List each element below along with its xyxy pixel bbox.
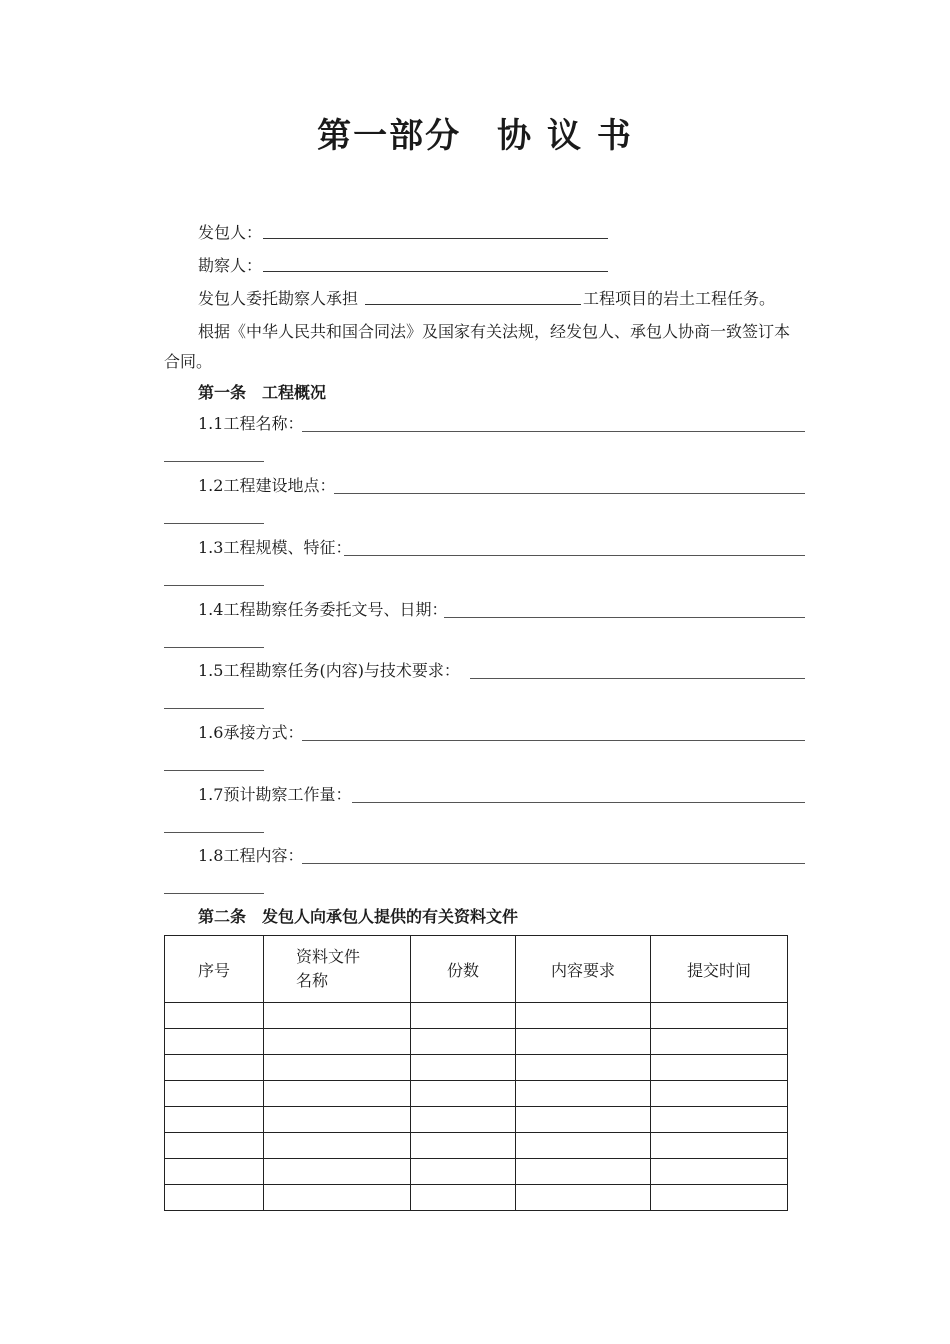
- table-cell[interactable]: [516, 1055, 651, 1081]
- table-cell[interactable]: [264, 1055, 411, 1081]
- table-cell[interactable]: [651, 1185, 788, 1211]
- table-cell[interactable]: [651, 1081, 788, 1107]
- documents-table: [164, 935, 788, 1211]
- table-cell[interactable]: [411, 1055, 516, 1081]
- item-1-4-blank-cont[interactable]: [164, 647, 264, 648]
- table-cell[interactable]: [411, 1081, 516, 1107]
- table-cell[interactable]: [651, 1159, 788, 1185]
- table-cell[interactable]: [264, 1133, 411, 1159]
- article1-heading: 第一条 工程概况: [198, 383, 327, 402]
- item-1-3-blank-cont[interactable]: [164, 585, 264, 586]
- table-cell[interactable]: [165, 1055, 264, 1081]
- table-row: [165, 1081, 788, 1107]
- item-1-2-label: 1.2工程建设地点：: [198, 476, 336, 495]
- table-cell[interactable]: [516, 1133, 651, 1159]
- table-cell[interactable]: [651, 1003, 788, 1029]
- table-cell[interactable]: [411, 1029, 516, 1055]
- table-row: [165, 1029, 788, 1055]
- table-cell[interactable]: [264, 1185, 411, 1211]
- item-1-6-label: 1.6承接方式：: [198, 723, 304, 742]
- basis-text-line1: 根据《中华人民共和国合同法》及国家有关法规，经发包人、承包人协商一致签订本: [198, 322, 791, 341]
- table-cell[interactable]: [165, 1159, 264, 1185]
- item-1-5-blank-cont[interactable]: [164, 708, 264, 709]
- commission-prefix: 发包人委托勘察人承担: [198, 289, 359, 308]
- table-cell[interactable]: [411, 1133, 516, 1159]
- table-row: [165, 1133, 788, 1159]
- table-cell[interactable]: [165, 1003, 264, 1029]
- project-name-blank[interactable]: [365, 304, 581, 305]
- party-b-label: 勘察人：: [198, 256, 263, 275]
- item-1-1-blank[interactable]: [302, 431, 805, 432]
- table-cell[interactable]: [264, 1081, 411, 1107]
- table-cell[interactable]: [516, 1159, 651, 1185]
- table-row: [165, 1107, 788, 1133]
- item-1-6-blank[interactable]: [302, 740, 805, 741]
- table-cell[interactable]: [165, 1081, 264, 1107]
- header-serial-no: 序号: [165, 936, 264, 1003]
- item-1-6-blank-cont[interactable]: [164, 770, 264, 771]
- item-1-7-label: 1.7预计勘察工作量：: [198, 785, 352, 804]
- party-a-label: 发包人：: [198, 223, 263, 242]
- table-cell[interactable]: [165, 1029, 264, 1055]
- item-1-8-blank-cont[interactable]: [164, 893, 264, 894]
- table-cell[interactable]: [264, 1029, 411, 1055]
- table-row: [165, 1003, 788, 1029]
- page-title: 第一部分 协 议 书: [317, 116, 633, 156]
- table-cell[interactable]: [516, 1081, 651, 1107]
- header-copies: 份数: [411, 936, 516, 1003]
- table-cell[interactable]: [516, 1107, 651, 1133]
- table-row: [165, 1185, 788, 1211]
- header-submission-time: 提交时间: [651, 936, 788, 1003]
- table-cell[interactable]: [651, 1133, 788, 1159]
- table-cell[interactable]: [264, 1159, 411, 1185]
- header-document-name: 资料文件 名称: [264, 936, 411, 1003]
- item-1-2-blank-cont[interactable]: [164, 523, 264, 524]
- table-cell[interactable]: [651, 1029, 788, 1055]
- item-1-8-blank[interactable]: [302, 863, 805, 864]
- table-cell[interactable]: [264, 1107, 411, 1133]
- table-cell[interactable]: [516, 1029, 651, 1055]
- table-cell[interactable]: [165, 1133, 264, 1159]
- item-1-2-blank[interactable]: [334, 493, 805, 494]
- item-1-3-label: 1.3工程规模、特征：: [198, 538, 352, 557]
- item-1-5-label: 1.5工程勘察任务(内容)与技术要求：: [198, 661, 460, 680]
- table-row: [165, 1159, 788, 1185]
- item-1-4-blank[interactable]: [444, 617, 805, 618]
- table-cell[interactable]: [411, 1159, 516, 1185]
- table-cell[interactable]: [165, 1185, 264, 1211]
- item-1-7-blank[interactable]: [352, 802, 805, 803]
- basis-text-line2: 合同。: [164, 352, 213, 371]
- table-cell[interactable]: [264, 1003, 411, 1029]
- item-1-5-blank[interactable]: [470, 678, 805, 679]
- table-cell[interactable]: [651, 1107, 788, 1133]
- item-1-3-blank[interactable]: [344, 555, 805, 556]
- item-1-1-blank-cont[interactable]: [164, 461, 264, 462]
- party-b-blank[interactable]: [263, 271, 608, 272]
- table-header-row: [165, 936, 788, 1003]
- table-cell[interactable]: [411, 1003, 516, 1029]
- item-1-7-blank-cont[interactable]: [164, 832, 264, 833]
- item-1-1-label: 1.1工程名称：: [198, 414, 304, 433]
- table-cell[interactable]: [516, 1003, 651, 1029]
- commission-suffix: 工程项目的岩土工程任务。: [583, 289, 776, 308]
- header-content-requirement: 内容要求: [516, 936, 651, 1003]
- article2-heading: 第二条 发包人向承包人提供的有关资料文件: [198, 907, 519, 926]
- item-1-8-label: 1.8工程内容：: [198, 846, 304, 865]
- table-cell[interactable]: [651, 1055, 788, 1081]
- table-cell[interactable]: [516, 1185, 651, 1211]
- party-a-blank[interactable]: [263, 238, 608, 239]
- item-1-4-label: 1.4工程勘察任务委托文号、日期：: [198, 600, 448, 619]
- table-cell[interactable]: [411, 1107, 516, 1133]
- table-cell[interactable]: [165, 1107, 264, 1133]
- table-cell[interactable]: [411, 1185, 516, 1211]
- table-row: [165, 1055, 788, 1081]
